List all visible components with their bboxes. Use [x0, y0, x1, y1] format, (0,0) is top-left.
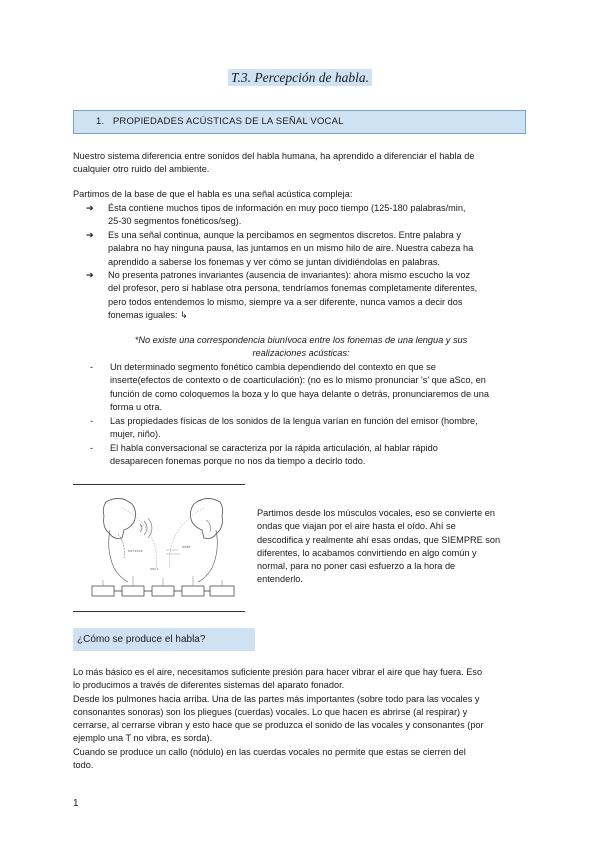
- arrow-bullet: [86, 229, 528, 269]
- text-line: ondas que viajan por el aire hasta el oído. Ahí se: [257, 521, 456, 532]
- text-line: aprendido a saberse los fonemas y ver cómo se juntan dividiéndolas en palabras.: [108, 256, 440, 267]
- page-title: [0, 70, 600, 86]
- dash-mark: -: [90, 362, 94, 372]
- text-line: desaparecen fonemas porque no nos da tiempo a decirlo todo.: [110, 456, 366, 467]
- quote-line: realizaciones acústicas:: [252, 348, 350, 359]
- text-line: Desde los pulmones hacia arriba. Una de las partes más importantes (sobre todo para las vocales y: [73, 693, 480, 704]
- dash-mark: -: [90, 443, 94, 453]
- arrow-icon: ➔: [86, 230, 94, 240]
- text-line: entenderlo.: [257, 574, 303, 585]
- speaker-neck-outline: [109, 530, 128, 582]
- text-line: pero todos entendemos lo mismo, siempre va a ser diferente, nunca vamos a decir dos: [108, 296, 463, 307]
- quote-line: *No existe una correspondencia biunívoca entre los fonemas de una lengua y sus: [134, 335, 468, 345]
- subheading-box: [73, 628, 255, 651]
- text-line: fonemas iguales: ↳: [108, 309, 188, 320]
- text-line: cualquier otro ruido del ambiente.: [73, 164, 210, 175]
- text-line: diferentes, lo acabamos convirtiendo en algo común y: [257, 547, 477, 558]
- figure-bottom-rule: [73, 611, 245, 612]
- section-heading-box: [73, 110, 526, 134]
- text-line: El habla conversacional se caracteriza por la rápida articulación, al hablar rápido: [110, 443, 438, 453]
- svg-text:neur.: neur.: [150, 567, 161, 571]
- listener-neck-outline: [198, 530, 217, 582]
- text-line: consonantes sonoras) son los pliegues (cuerdas) vocales. Lo que hacen es abrirse (al respirar) y: [73, 706, 468, 717]
- intro-paragraph: [73, 150, 533, 177]
- dash-bullet: [90, 442, 530, 469]
- text-line: todo.: [73, 760, 94, 771]
- text-line: Nuestro sistema diferencia entre sonidos del habla humana, ha aprendido a diferenciar el habla de: [73, 151, 475, 161]
- text-line: lo producimos a través de diferentes sistemas del aparato fonador.: [73, 680, 345, 691]
- text-line: función de como coloquemos la boza y lo que haya delante o detrás, pronunciaremos de una: [110, 388, 489, 399]
- section-number: 1.: [96, 116, 105, 127]
- text-line: Lo más básico es el aire, necesitamos suficiente presión para hacer vibrar el aire que hay fuera. Eso: [73, 667, 483, 677]
- text-line: Es una señal continua, aunque la percibamos en segmentos discretos. Entre palabra y: [108, 230, 461, 240]
- quote-block: [96, 334, 506, 361]
- listener-head-outline: [190, 498, 222, 538]
- dash-mark: -: [90, 416, 94, 426]
- figure-top-rule: [73, 484, 245, 485]
- chain-boxes: [92, 586, 234, 596]
- final-paragraph: [73, 666, 533, 772]
- base-line: Partimos de la base de que el habla es una señal acústica compleja:: [73, 189, 353, 199]
- text-line: palabra no hay ninguna pausa, las juntamos en un mismo hilo de aire. Nuestra cabeza ha: [108, 243, 474, 254]
- dash-bullet: [90, 415, 530, 442]
- text-line: normal, para no poner casi esfuerzo a la hora de: [257, 561, 456, 572]
- speaker-head-outline: [103, 498, 135, 538]
- text-line: descodifica y realmente ahí esas ondas, que SIEMPRE son: [257, 534, 501, 545]
- text-line: del profesor, pero si hablase otra persona, tendríamos fonemas completamente diferentes,: [108, 283, 478, 294]
- arrow-icon: ➔: [86, 203, 94, 213]
- text-line: Ésta contiene muchos tipos de información en muy poco tiempo (125-180 palabras/min,: [108, 203, 466, 213]
- text-line: Un determinado segmento fonético cambia dependiendo del contexto en que se: [110, 362, 436, 372]
- text-line: No presenta patrones invariantes (ausencia de invariantes): ahora mismo escucho la voz: [108, 270, 471, 280]
- text-line: Las propiedades físicas de los sonidos de la lengua varían en función del emisor (hombre,: [110, 416, 478, 426]
- text-line: cerrarse, al cerrarse vibran y esto hace que se produzca el sonido de las vocales y consonantes (por: [73, 720, 484, 731]
- figure-description: [257, 507, 532, 587]
- speech-chain-diagram: [88, 490, 238, 606]
- page-title-text: T.3. Percepción de habla.: [228, 69, 372, 86]
- text-line: ejemplo una T no vibra, es sorda).: [73, 733, 213, 744]
- subheading: ¿Cómo se produce el habla?: [77, 634, 206, 645]
- sound-wave-lines: [140, 518, 152, 538]
- svg-text:nervios: nervios: [128, 549, 143, 553]
- svg-text:onda: onda: [182, 545, 191, 549]
- arrow-icon: ➔: [86, 270, 94, 280]
- page-number: 1: [73, 798, 79, 809]
- section-heading: PROPIEDADES ACÚSTICAS DE LA SEÑAL VOCAL: [112, 116, 344, 127]
- text-line: forma u otra.: [110, 401, 163, 412]
- text-line: mujer, niño).: [110, 429, 161, 440]
- arrow-bullet: [86, 269, 528, 322]
- text-line: Cuando se produce un callo (nódulo) en las cuerdas vocales no permite que estas se cierren del: [73, 746, 466, 757]
- arrow-bullet: [86, 202, 528, 229]
- text-line: Partimos desde los músculos vocales, eso se convierte en: [257, 508, 495, 518]
- dash-bullet: [90, 361, 530, 414]
- text-line: 25-30 segmentos fonéticos/seg).: [108, 216, 242, 227]
- text-line: inserte(efectos de contexto o de coarticulación): (no es lo mismo pronunciar 's' que aSco, en: [110, 375, 486, 386]
